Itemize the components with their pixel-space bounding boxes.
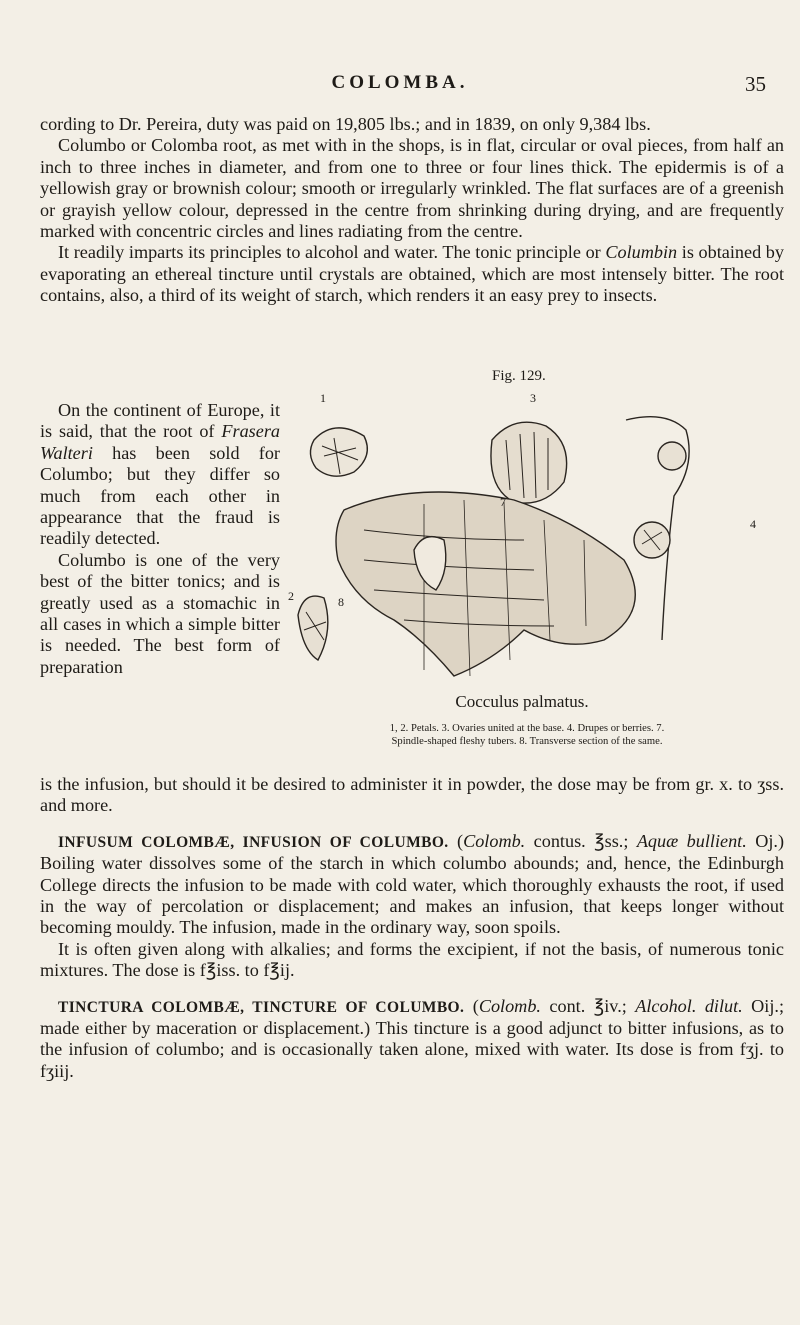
infusum-paragraph: INFUSUM COLOMBÆ, INFUSION OF COLUMBO. (Colomb. contus. ℥ss.; Aquæ bullient. Oj.) Boiling water dissolves some of the starch in which columbo abounds; and, hence, the Edinburgh College directs the infusion to be made with cold water, which thoroughly exhausts the root, if used in the way of percolation or displacement; and makes an infusion, that keeps longer without becoming mouldy. The infusion, made in the ordinary way, soon spoils.	[40, 830, 785, 938]
side-p1-part-b: has been sold for Columbo; but they differ so much from each other in appearance that the fraud is readily detected.	[40, 442, 280, 549]
infusum-dose-paragraph: It is often given along with alkalies; and forms the excipient, if not the basis, of numerous tonic mixtures. The dose is f℥iss. to f℥ij.	[40, 938, 784, 981]
intro-p3-part-b: is obtained by evaporating an ethereal tincture until crystals are obtained, which are most intensely bitter. The root contains, also, a third of its weight of starch, which renders it an easy prey to insects.	[40, 242, 784, 306]
tubers-drawing	[336, 492, 635, 676]
infusum-detail-end: Oj.) Boiling water dissolves some of the starch in which columbo abounds; and, hence, the Edinburgh College directs the infusion to be made with cold water, which thoroughly exhausts the root, if used in the way of percolation or displacement; and makes an infusion, that keeps longer without becoming mouldy. The infusion, made in the ordinary way, soon spoils.	[40, 830, 785, 938]
figure-label: Fig. 129.	[492, 368, 546, 384]
figure-number-3: 3	[530, 391, 536, 405]
running-head	[0, 72, 800, 98]
tinctura-detail-mid: cont. ℥iv.;	[540, 995, 636, 1016]
running-title: COLOMBA.	[331, 72, 469, 93]
infusum-heading: INFUSUM COLOMBÆ, INFUSION OF COLUMBO.	[58, 833, 449, 851]
tinctura-colomb: Colomb.	[478, 995, 541, 1016]
side-paragraph-2: Columbo is one of the very best of the bitter tonics; and is greatly used as a stomachic in all cases in which a simple bitter is needed. The best form of preparation	[40, 549, 280, 677]
petal-1-drawing	[310, 428, 367, 476]
intro-text	[40, 114, 784, 307]
ovaries-drawing	[491, 422, 567, 503]
frasera-term: Frasera Walteri	[40, 421, 280, 463]
legend-line-2: Spindle-shaped fleshy tubers. 8. Transverse section of the same.	[391, 735, 663, 747]
intro-paragraph-3	[40, 242, 784, 306]
infusum-colomb: Colomb.	[463, 830, 526, 851]
side-column-text	[40, 400, 280, 678]
figure-number-4: 4	[750, 517, 756, 531]
tinctura-heading: TINCTURA COLOMBÆ, TINCTURE OF COLUMBO.	[58, 998, 465, 1016]
figure-number-8: 8	[338, 595, 344, 609]
petal-2-drawing	[298, 596, 328, 660]
after-figure-text	[40, 774, 784, 1082]
figure-number-2: 2	[288, 589, 294, 603]
intro-paragraph-1: cording to Dr. Pereira, duty was paid on 19,805 lbs.; and in 1839, on only 9,384 lbs.	[40, 114, 651, 134]
side-p1-part-a: On the continent of Europe, it is said, that the root of	[40, 400, 280, 442]
tinctura-paragraph: TINCTURA COLOMBÆ, TINCTURE OF COLUMBO. (Colomb. cont. ℥iv.; Alcohol. dilut. Oij.; made either by maceration or displacement.) This tincture is a good adjunct to bitter infusions, as to the infusion of columbo; and is occasionally taken alone, mixed with water. Its dose is from fʒj. to fʒiij.	[40, 995, 785, 1081]
legend-line-1: 1, 2. Petals. 3. Ovaries united at the base. 4. Drupes or berries. 7.	[389, 723, 665, 734]
figure-caption-legend	[262, 723, 792, 748]
figure-caption-title: Cocculus palmatus.	[455, 692, 589, 711]
side-paragraph-1	[40, 400, 280, 550]
intro-paragraph-2: Columbo or Colomba root, as met with in the shops, is in flat, circular or oval pieces, from half an inch to three inches in diameter, and from one to three or four lines thick. The epidermis is of a yellowish gray or brownish colour; smooth or irregularly wrinkled. The flat surfaces are of a greenish or grayish yellow colour, depressed in the centre from shrinking during drying, and are frequently marked with concentric circles and lines radiating from the centre.	[40, 135, 784, 242]
infusum-aquae: Aquæ bullient.	[636, 830, 747, 851]
infusum-detail-mid: contus. ℥ss.;	[525, 830, 637, 851]
tinctura-alcohol: Alcohol. dilut.	[635, 995, 743, 1016]
page-number: 35	[745, 72, 766, 96]
drupes-drawing	[626, 417, 689, 640]
intro-p3-part-a: It readily imparts its principles to alcohol and water. The tonic principle or	[58, 242, 606, 263]
cocculus-palmatus-illustration	[274, 390, 794, 690]
figure-number-7: 7	[500, 495, 506, 509]
figure-129	[262, 368, 792, 788]
columbin-term: Columbin	[605, 242, 678, 263]
figure-number-1: 1	[320, 391, 326, 405]
tinctura-detail-end: Oij.; made either by maceration or displacement.) This tincture is a good adjunct to bitter infusions, as to the infusion of columbo; and is occasionally taken alone, mixed with water. Its dose is from fʒj. to fʒiij.	[40, 995, 785, 1081]
continuation-paragraph: is the infusion, but should it be desired to administer it in powder, the dose may be from gr. x. to ʒss. and more.	[40, 774, 784, 816]
